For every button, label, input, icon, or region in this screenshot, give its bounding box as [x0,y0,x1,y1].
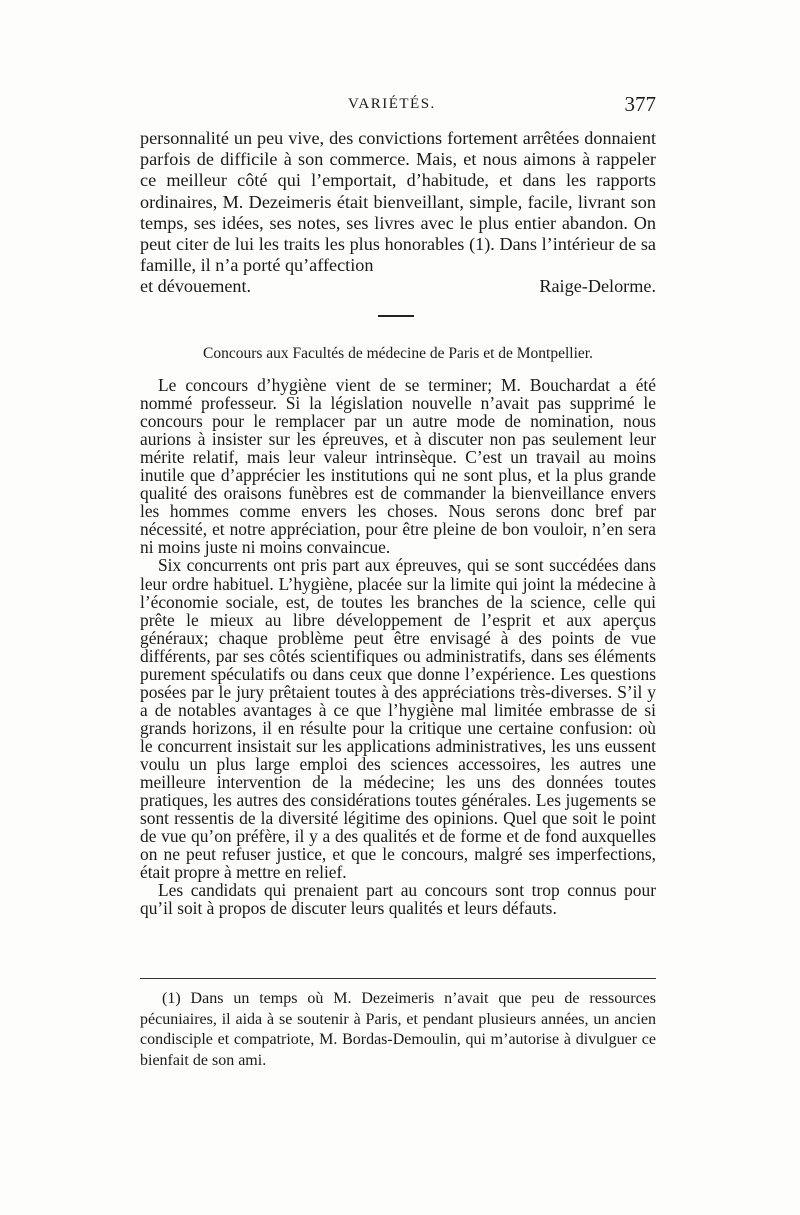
obituary-continuation [140,128,656,298]
section-body [140,376,656,917]
signature-line [140,276,656,297]
footnote-text: (1) Dans un temps où M. Dezeimeris n’avait que peu de ressources pécuniaires, il aida à se soutenir à Paris, et pendant plusieurs années, un ancien condisciple et compatriote, M. Bordas-Demoulin, qui m’autorise à divulguer ce bienfait de son ami. [140,990,656,1069]
paragraph: Les candidats qui prenaient part au concours sont trop connus pour qu’il soit à propos de discuter leurs qualités et leurs défauts. [140,880,656,919]
page-number: 377 [624,92,656,116]
paragraph: Six concurrents ont pris part aux épreuves, qui se sont succédées dans leur ordre habituel. L’hygiène, placée sur la limite qui joint la médecine à l’économie sociale, est, de toutes les branches de la science, celle qui prête le mieux au libre développement de l’esprit et aux aperçus généraux; chaque problème peut être envisagé à des points de vue différents, par ses côtés scientifiques ou administratifs, dans ses éléments purement spéculatifs ou dans ceux que donne l’expérience. Les questions posées par le jury prêtaient toutes à des appréciations très-diverses. S’il y a de notables avantages à ce que l’hygiène mal limitée embrasse de si grands horizons, il en résulte pour la critique une certaine confusion: où le concurrent insistait sur les applications administratives, les uns eussent voulu un plus large emploi des sciences accessoires, les autres une meilleure intervention de la médecine; les uns des données toutes pratiques, les autres des considérations toutes générales. Les jugements se sont ressentis de la diversité légitime des opinions. Quel que soit le point de vue qu’on préfère, il y a des qualités et de forme et de fond auxquelles on ne peut refuser justice, et que le concours, malgré ses imperfections, était propre à mettre en relief. [140,555,656,883]
obituary-text: personnalité un peu vive, des convictions fortement arrêtées donnaient parfois de difficile à son commerce. Mais, et nous aimons à rappeler ce meilleur côté qui l’emportait, d’habitude, et dans les rapports ordinaires, M. Dezeimeris était bienveillant, simple, facile, livrant son temps, ses idées, ses notes, ses livres avec le plus entier abandon. On peut citer de lui les traits les plus honorables (1). Dans l’intérieur de sa famille, il n’a porté qu’affection [140,128,656,276]
author-signature: Raige-Delorme. [539,276,656,297]
section-divider [378,315,414,317]
obituary-last-line: et dévouement. [140,276,252,297]
footnote-rule [140,978,656,979]
page-header [140,92,656,120]
footnote [140,989,656,1071]
running-head: VARIÉTÉS. [348,96,436,112]
section-title: Concours aux Facultés de médecine de Paris et de Montpellier. [203,345,593,362]
paragraph: Le concours d’hygiène vient de se terminer; M. Bouchardat a été nommé professeur. Si la législation nouvelle n’avait pas supprimé le concours pour le remplacer par un autre mode de nomination, nous aurions à insister sur les épreuves, et à discuter non pas seulement leur mérite relatif, mais leur valeur intrinsèque. C’est un travail au moins inutile que d’apprécier les institutions qui ne sont plus, et la plus grande qualité des oraisons funèbres est de commander la bienveillance envers les hommes comme envers les choses. Nous serons donc bref par nécessité, et notre appréciation, pour être pleine de bon vouloir, n’en sera ni moins juste ni moins convaincue. [140,375,656,558]
